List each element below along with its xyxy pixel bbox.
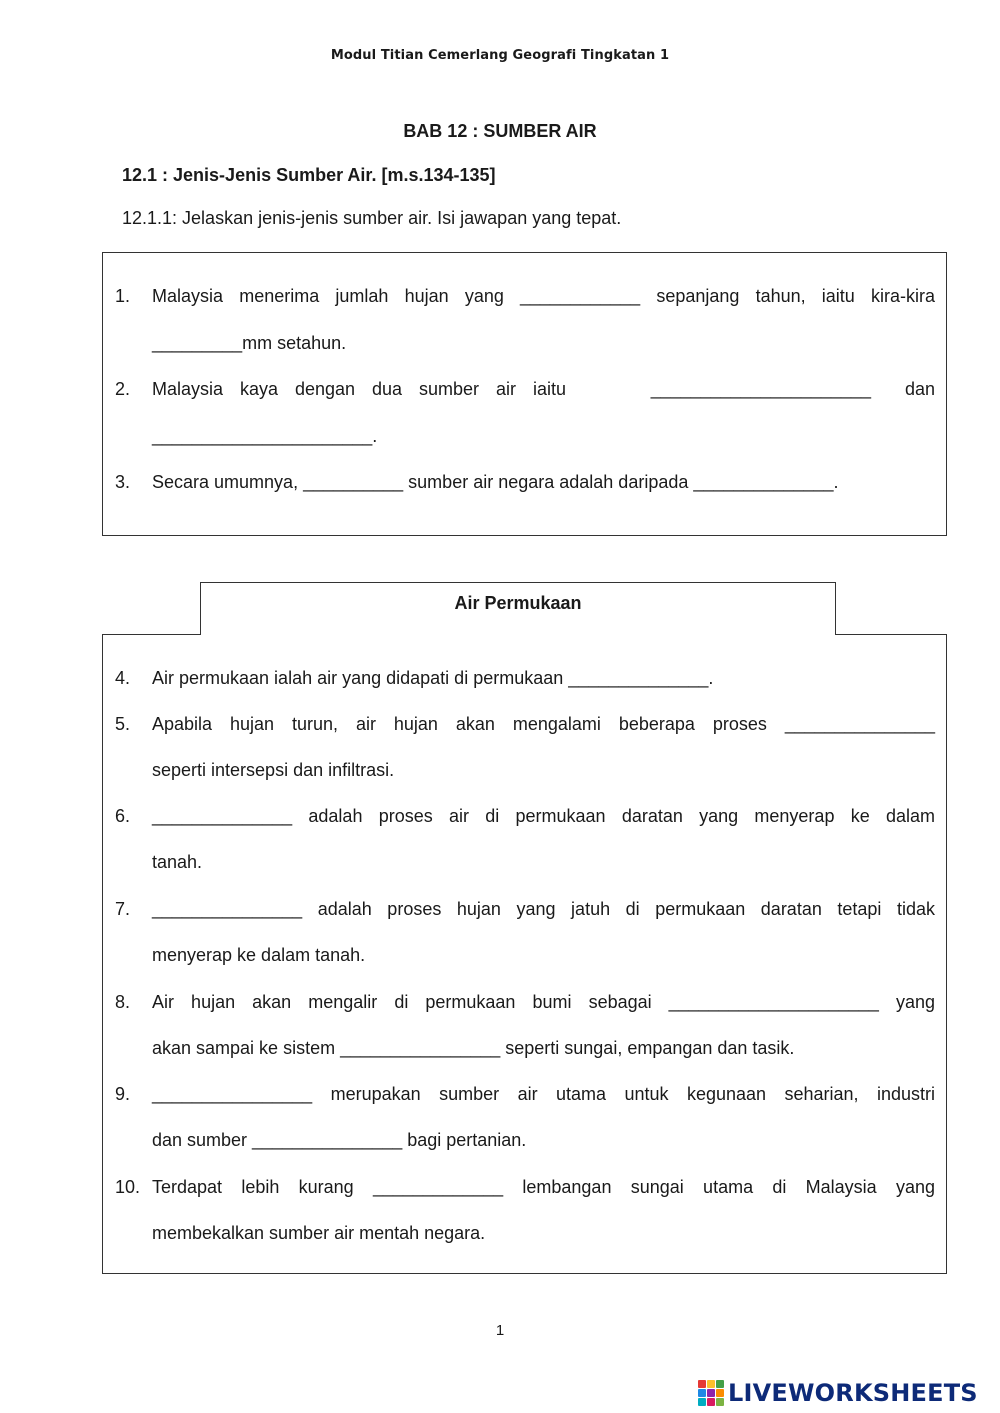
logo-square (707, 1389, 715, 1397)
question-number: 10. (115, 1177, 141, 1197)
question-number: 2. (115, 379, 131, 399)
question-text: Air hujan akan mengalir di permukaan bumi sebagai _____________________ yang (152, 992, 935, 1012)
question-text: ______________________. (152, 426, 378, 446)
brand-text: LIVEWORKSHEETS (728, 1379, 978, 1407)
question-number: 4. (115, 668, 131, 688)
instruction-text: 12.1.1: Jelaskan jenis-jenis sumber air. Isi jawapan yang tepat. (122, 208, 622, 228)
logo-square (716, 1398, 724, 1406)
logo-square (707, 1398, 715, 1406)
question-number: 1. (115, 286, 131, 306)
question-text: ________________ merupakan sumber air utama untuk kegunaan seharian, industri (152, 1084, 935, 1104)
question-text: menyerap ke dalam tanah. (152, 945, 366, 965)
section-title: 12.1 : Jenis-Jenis Sumber Air. [m.s.134-135] (122, 165, 496, 185)
module-header: Modul Titian Cemerlang Geografi Tingkatan 1 (330, 48, 670, 63)
logo-square (716, 1389, 724, 1397)
page-number: 1 (495, 1322, 505, 1339)
question-text: _________mm setahun. (152, 333, 347, 353)
question-number: 7. (115, 899, 131, 919)
logo-square (707, 1380, 715, 1388)
questions-box-1 (102, 252, 947, 536)
question-number: 5. (115, 714, 131, 734)
question-text: Terdapat lebih kurang _____________ lembangan sungai utama di Malaysia yang (152, 1177, 935, 1197)
question-text: akan sampai ke sistem ________________ seperti sungai, empangan dan tasik. (152, 1038, 795, 1058)
question-text: tanah. (152, 852, 203, 872)
question-text: _______________ adalah proses hujan yang jatuh di permukaan daratan tetapi tidak (152, 899, 935, 919)
question-text: ______________ adalah proses air di permukaan daratan yang menyerap ke dalam (152, 806, 935, 826)
questions-box-2 (102, 634, 947, 1274)
logo-square (698, 1398, 706, 1406)
air-permukaan-tab: Air Permukaan (200, 582, 836, 635)
logo-square (698, 1389, 706, 1397)
question-text: Apabila hujan turun, air hujan akan mengalami beberapa proses _______________ (152, 714, 935, 734)
question-text: seperti intersepsi dan infiltrasi. (152, 760, 395, 780)
question-text: Malaysia kaya dengan dua sumber air iaitu ______________________ dan (152, 379, 935, 399)
liveworksheets-brand[interactable] (698, 1378, 978, 1408)
question-text: Malaysia menerima jumlah hujan yang ____________ sepanjang tahun, iaitu kira-kira (152, 286, 935, 306)
question-text: dan sumber _______________ bagi pertanian. (152, 1130, 527, 1150)
question-number: 6. (115, 806, 131, 826)
logo-square (716, 1380, 724, 1388)
question-text: Secara umumnya, __________ sumber air negara adalah daripada ______________. (152, 472, 839, 492)
logo-square (698, 1380, 706, 1388)
liveworksheets-logo-icon (698, 1380, 724, 1406)
question-text: Air permukaan ialah air yang didapati di permukaan ______________. (152, 668, 714, 688)
question-number: 8. (115, 992, 131, 1012)
question-number: 3. (115, 472, 131, 492)
question-number: 9. (115, 1084, 131, 1104)
question-text: membekalkan sumber air mentah negara. (152, 1223, 486, 1243)
chapter-title: BAB 12 : SUMBER AIR (403, 121, 597, 141)
